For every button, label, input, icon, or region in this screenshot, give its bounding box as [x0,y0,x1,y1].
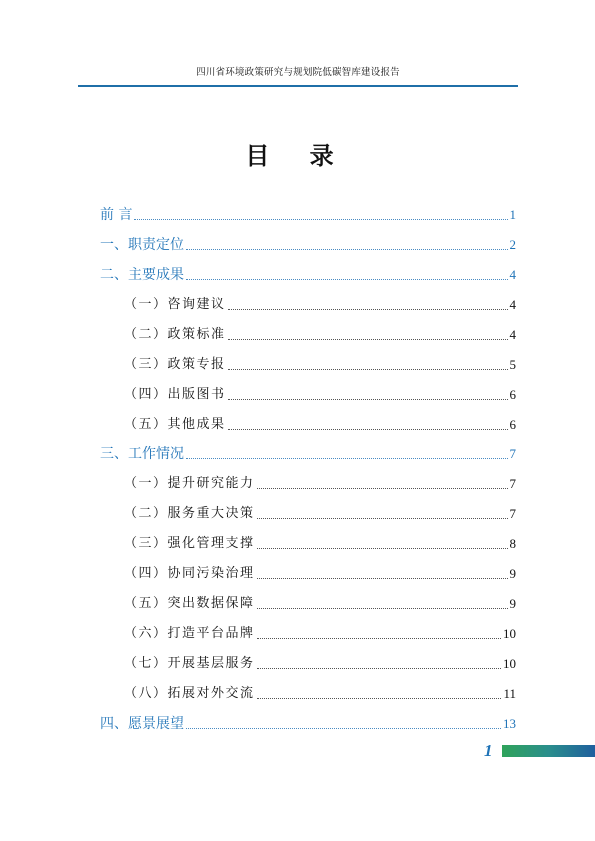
toc-entry-label: （八）拓展对外交流 [124,686,255,701]
toc-entry-page: 10 [503,626,516,641]
toc-entry-page: 6 [509,417,516,432]
footer-gradient-bar [502,745,595,757]
dot-leader [228,428,508,430]
toc-entry-label: 前 言 [100,207,133,223]
toc-entry[interactable] [124,502,516,524]
toc-entry-label: （四）协同污染治理 [124,566,255,581]
toc-entry-label: （五）突出数据保障 [124,596,255,611]
toc-entry[interactable] [100,442,516,464]
page-number: 1 [484,741,493,760]
toc-entry-label: 一、职责定位 [100,237,184,253]
toc-entry-page: 11 [503,686,516,701]
dot-leader [186,248,508,250]
toc-entry-page: 4 [509,327,516,342]
toc-entry[interactable] [124,323,516,345]
toc-entry-page: 7 [509,446,516,461]
toc-entry-label: 四、愿景展望 [100,716,184,732]
toc-entry[interactable] [100,712,516,734]
toc-entry[interactable] [124,682,516,704]
toc-entry[interactable] [124,652,516,674]
toc-entry-page: 7 [509,476,516,491]
dot-leader [228,368,508,370]
toc-entry-label: （五）其他成果 [124,417,226,432]
toc-entry-label: 三、工作情况 [100,446,184,462]
toc-entry-page: 6 [509,387,516,402]
page-title: 目 录 [245,141,350,170]
dot-leader [228,308,508,310]
toc-entry-label: （四）出版图书 [124,387,226,402]
toc-entry-label: （六）打造平台品牌 [124,626,255,641]
toc-entry-page: 4 [509,267,516,282]
toc-entry[interactable] [124,532,516,554]
toc-entry-label: （三）政策专报 [124,357,226,372]
toc-entry[interactable] [124,562,516,584]
running-header: 四川省环境政策研究与规划院低碳智库建设报告 [196,67,400,78]
toc-entry-label: （七）开展基层服务 [124,656,255,671]
dot-leader [257,547,508,549]
toc-entry[interactable] [100,263,516,285]
toc-entry-page: 1 [509,207,516,222]
dot-leader [186,727,501,729]
toc-entry-page: 2 [509,237,516,252]
toc-entry-label: （二）服务重大决策 [124,506,255,521]
dot-leader [257,577,508,579]
toc-entry[interactable] [124,622,516,644]
toc-entry[interactable] [124,353,516,375]
toc-entry-label: （三）强化管理支撑 [124,536,255,551]
toc-entry[interactable] [100,233,516,255]
toc-entry-page: 8 [509,536,516,551]
toc-entry[interactable] [124,592,516,614]
dot-leader [257,697,502,699]
dot-leader [228,398,508,400]
toc-entry[interactable] [124,383,516,405]
dot-leader [134,218,507,220]
toc-entry[interactable] [124,293,516,315]
dot-leader [257,517,508,519]
toc-entry[interactable] [124,472,516,494]
dot-leader [186,278,508,280]
toc-entry-label: 二、主要成果 [100,267,184,283]
toc-entry-page: 10 [503,656,516,671]
toc-entry-page: 4 [509,297,516,312]
toc-entry-label: （二）政策标准 [124,327,226,342]
dot-leader [186,457,508,459]
dot-leader [257,607,508,609]
toc-entry[interactable] [124,413,516,435]
toc-entry-page: 5 [509,357,516,372]
toc-entry-page: 13 [503,716,516,731]
toc-entry-page: 9 [509,596,516,611]
dot-leader [257,637,501,639]
dot-leader [257,667,501,669]
toc-entry-label: （一）咨询建议 [124,297,226,312]
toc-entry[interactable] [100,203,516,225]
toc-entry-label: （一）提升研究能力 [124,476,255,491]
toc-entry-page: 7 [509,506,516,521]
toc-entry-page: 9 [509,566,516,581]
dot-leader [228,338,508,340]
dot-leader [257,487,508,489]
